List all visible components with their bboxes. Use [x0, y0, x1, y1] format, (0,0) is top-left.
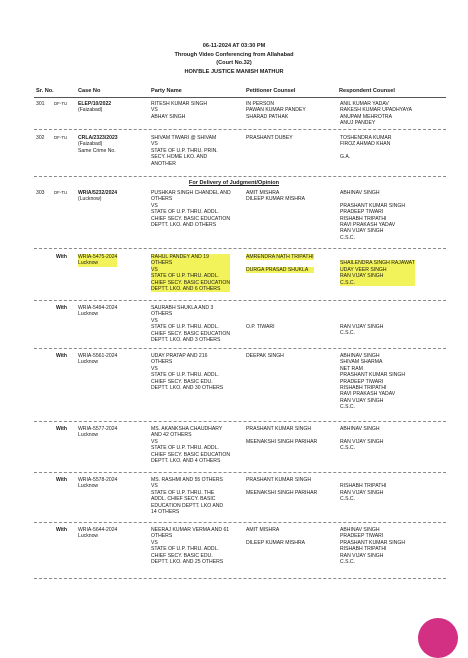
respondent-counsel-cell: SHAILENDRA SINGH RAJAWAT UDAY VEER SINGH RAN VIJAY SINGH C.S.C.: [340, 260, 415, 286]
row-type: DF-TU: [54, 190, 68, 195]
respondent-counsel-cell: RISHABH TRIPATHI RAN VIJAY SINGH C.S.C.: [340, 483, 387, 503]
column-header-petitioner-counsel: Petitioner Counsel: [246, 88, 296, 94]
respondent-counsel-cell: ABHINAV SINGH RAN VIJAY SINGH C.S.C.: [340, 426, 384, 452]
row-type: DF-TU: [54, 135, 68, 140]
case-number-link[interactable]: WRIA-5644-2024: [78, 527, 118, 533]
case-cell: WRIA-5561-2024 Lucknow: [78, 353, 118, 366]
with-label: With: [56, 254, 67, 260]
case-number-link[interactable]: CRLA/2323/2023: [78, 135, 118, 141]
row-sr-no: 303: [36, 190, 45, 196]
party-name-cell: UDAY PRATAP AND 216 OTHERS VS STATE OF U.P. THRU. ADDL. CHIEF SECY. BASIC EDU. DEPTT. LKO. AND 30 OTHERS: [151, 353, 224, 392]
party-name-cell: RAHUL PANDEY AND 19 OTHERS VS STATE OF U.P. THRU. ADDL. CHIEF SECY. BASIC EDUCATION DEPTT. LKO. AND 6 OTHERS: [151, 254, 231, 293]
column-header-respondent-counsel: Respondent Counsel: [339, 88, 395, 94]
respondent-counsel-cell: ABHINAV SINGH PRADEEP TIWARI PRASHANT KUMAR SINGH RISHABH TRIPATHI RAN VIJAY SINGH C.S.C.: [340, 527, 406, 566]
case-number-link[interactable]: WRIA/5232/2024: [78, 190, 118, 196]
case-cell: CRLA/2323/2023 (Faizabad) Same Crime No.: [78, 135, 118, 154]
party-name-cell: MS. AKANKSHA CHAUDHARY AND 42 OTHERS VS STATE OF U.P. THRU. ADDL. CHIEF SECY. BASIC EDUCATION DEPTT. LKO. AND 4 OTHERS: [151, 426, 231, 465]
petitioner-counsel-cell: AMRENDRA NATH TRIPATHI DURGA PRASAD SHUKLA: [246, 254, 314, 273]
column-header-sr-no: Sr. No.: [36, 88, 54, 94]
with-label: With: [56, 477, 67, 483]
row-sr-no: 301: [36, 101, 45, 107]
with-label: With: [56, 305, 67, 311]
court-number: (Court No.32): [216, 60, 252, 67]
row-sr-no: 302: [36, 135, 45, 141]
list-header: [0, 42, 468, 76]
row-divider: [34, 578, 446, 579]
respondent-counsel-cell: ABHINAV SINGH SHIVAM SHARMA NET RAM PRASHANT KUMAR SINGH PRADEEP TIWARI RISHABH TRIPATHI RAVI PRAKASH YADAV RAN VIJAY SINGH C.S.C.: [340, 353, 406, 411]
with-label: With: [56, 426, 67, 432]
case-number-link[interactable]: WRIA-5561-2024: [78, 353, 118, 359]
respondent-counsel-cell: ANIL KUMAR YADAV RAKESH KUMAR UPADHYAYA ANUPAM MEHROTRA ANUJ PANDEY: [340, 101, 413, 127]
case-number-link[interactable]: WRIA-5475-2024: [78, 254, 118, 260]
floating-action-badge[interactable]: [418, 618, 458, 658]
respondent-counsel-cell: RAN VIJAY SINGH C.S.C.: [340, 324, 384, 337]
case-number-link[interactable]: WRIA-5577-2024: [78, 426, 118, 432]
column-header-case-no: Case No: [78, 88, 101, 94]
respondent-counsel-cell: TOSHENDRA KUMAR FIROZ AHMAD KHAN G.A.: [340, 135, 392, 161]
row-divider: [34, 472, 446, 473]
petitioner-counsel-cell: PRASHANT KUMAR SINGH MEENAKSHI SINGH PARIHAR: [246, 426, 318, 445]
row-divider: [34, 129, 446, 130]
case-cell: WRIA-5578-2024 Lucknow: [78, 477, 118, 490]
list-datetime: 06-11-2024 AT 03:30 PM: [202, 43, 266, 49]
judge-name: HON'BLE JUSTICE MANISH MATHUR: [184, 68, 284, 75]
section-title: For Delivery of Judgment/Opinion: [188, 180, 280, 186]
with-label: With: [56, 527, 67, 533]
case-cell: ELEP/10/2022 (Faizabad): [78, 101, 112, 114]
party-name-cell: SHIVAM TIWARI @ SHIVAM VS STATE OF U.P. THRU. PRIN. SECY. HOME LKO. AND ANOTHER: [151, 135, 218, 167]
petitioner-counsel-cell: AMIT MISHRA DILEEP KUMAR MISHRA: [246, 190, 306, 203]
case-number-link[interactable]: WRIA-5494-2024: [78, 305, 118, 311]
petitioner-counsel-cell: DEEPAK SINGH: [246, 353, 284, 359]
case-cell: WRIA/5232/2024 (Lucknow): [78, 190, 118, 203]
row-divider: [34, 248, 446, 249]
party-name-cell: RITESH KUMAR SINGH VS ABHAY SINGH: [151, 101, 208, 120]
row-divider: [34, 300, 446, 301]
case-number-link[interactable]: ELEP/10/2022: [78, 101, 112, 107]
row-divider: [34, 348, 446, 349]
list-mode: Through Video Conferencing from Allahabad: [174, 51, 294, 58]
case-cell: WRIA-5494-2024 Lucknow: [78, 305, 118, 318]
case-cell: WRIA-5577-2024 Lucknow: [78, 426, 118, 439]
case-number-link[interactable]: WRIA-5578-2024: [78, 477, 118, 483]
party-name-cell: NEERAJ KUMAR VERMA AND 61 OTHERS VS STATE OF U.P. THRU. ADDL. CHIEF SECY. BASIC EDU. DEPTT. LKO. AND 25 OTHERS: [151, 527, 230, 566]
respondent-counsel-cell: ABHINAV SINGH PRASHANT KUMAR SINGH PRADEEP TIWARI RISHABH TRIPATHI RAVI PRAKASH YADAV RAN VIJAY SINGH C.S.C.: [340, 190, 406, 241]
party-name-cell: PUSHKAR SINGH CHANDEL AND OTHERS VS STATE OF U.P. THRU. ADDL. CHIEF SECY. BASIC EDUCATION DEPTT. LKO. AND OTHERS: [151, 190, 231, 229]
row-type: DF-TU: [54, 101, 68, 106]
header-divider: [34, 97, 446, 98]
row-divider: [34, 522, 446, 523]
petitioner-counsel-cell: PRASHANT KUMAR SINGH MEENAKSHI SINGH PARIHAR: [246, 477, 318, 496]
party-name-cell: MS. RASHMI AND 55 OTHERS VS STATE OF U.P. THRU. THE ADDL. CHIEF SECY. BASIC EDUCATION DEPTT. LKO AND 14 OTHERS: [151, 477, 224, 516]
column-header-party-name: Party Name: [151, 88, 182, 94]
row-divider: [34, 176, 446, 177]
row-divider: [34, 421, 446, 422]
with-label: With: [56, 353, 67, 359]
petitioner-counsel-cell: PRASHANT DUBEY: [246, 135, 293, 141]
party-name-cell: SAURABH SHUKLA AND 3 OTHERS VS STATE OF U.P. THRU. ADDL. CHIEF SECY. BASIC EDUCATION DEPTT. LKO. AND 3 OTHERS: [151, 305, 231, 344]
petitioner-counsel-cell: O.P. TIWARI: [246, 324, 275, 330]
petitioner-counsel-cell: IN PERSON PAWAN KUMAR PANDEY SHARAD PATHAK: [246, 101, 306, 120]
case-cell: WRIA-5475-2024 Lucknow: [78, 254, 118, 267]
petitioner-counsel-cell: AMIT MISHRA DILEEP KUMAR MISHRA: [246, 527, 306, 546]
case-cell: WRIA-5644-2024 Lucknow: [78, 527, 118, 540]
